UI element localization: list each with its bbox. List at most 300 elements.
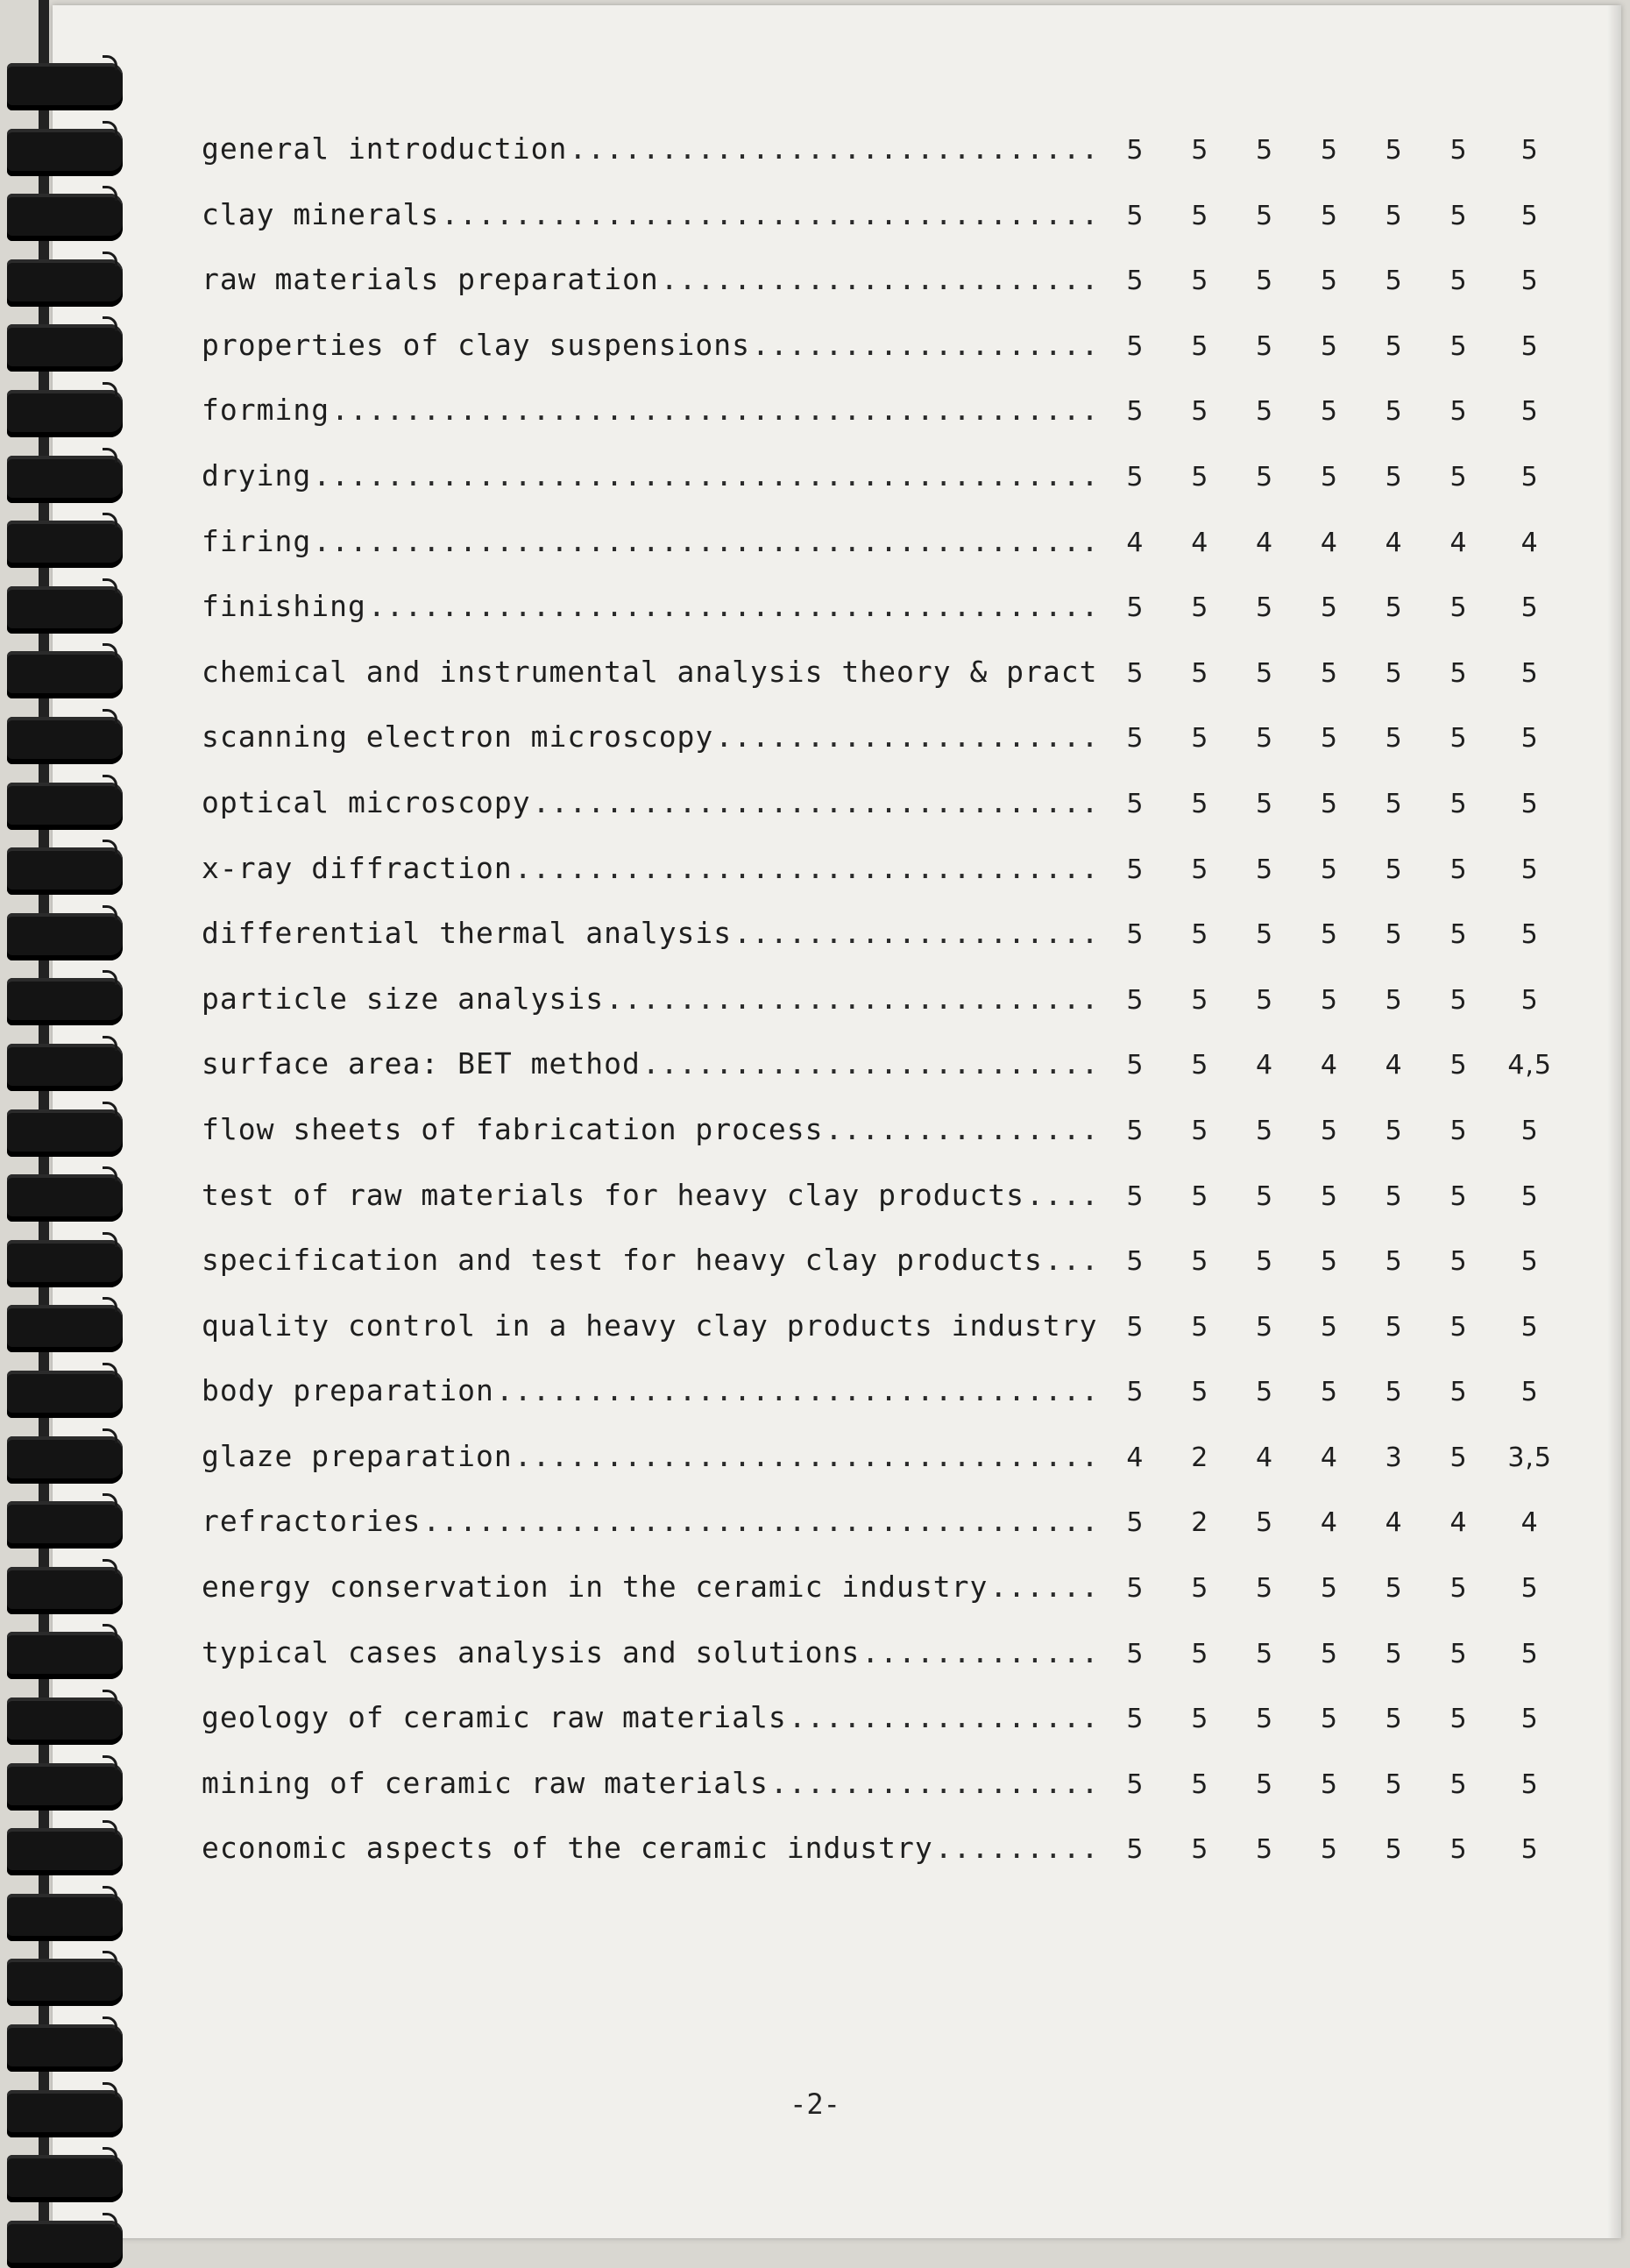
score-cell: 5 [1191,1638,1209,1669]
score-cell: 5 [1320,1768,1338,1800]
topic-label-cell [202,1112,1103,1146]
score-cell: 5 [1520,1768,1539,1800]
score-cell: 5 [1256,1768,1274,1800]
binding-ring [7,2221,123,2268]
topic-label: particle size analysis [202,981,605,1016]
dot-leader [533,785,1103,819]
topic-label: flow sheets of fabrication process [202,1111,824,1146]
score-cell: 5 [1126,1507,1145,1539]
score-cell: 5 [1385,1180,1403,1212]
score-cell: 5 [1191,592,1209,624]
score-cell: 5 [1126,330,1145,362]
table-row [202,458,1569,524]
table-row [202,197,1569,263]
score-cell: 5 [1126,1573,1145,1605]
topic-label-cell [202,131,1103,166]
topic-label-cell [202,982,1103,1016]
score-cell: 4,5 [1507,1050,1553,1081]
score-cell: 5 [1126,1115,1145,1146]
dot-leader [514,851,1103,885]
score-cell: 5 [1520,788,1539,819]
binding-ring [7,1501,123,1549]
table-row [202,1112,1569,1178]
score-cell: 5 [1320,266,1338,297]
topic-label: differential thermal analysis [202,916,733,951]
score-cell: 5 [1320,723,1338,755]
score-cell: 5 [1449,657,1468,689]
topic-label-cell [202,197,1103,231]
score-cell: 5 [1520,919,1539,951]
score-cell: 5 [1449,1834,1468,1866]
dot-leader [770,1766,1103,1800]
score-cell: 5 [1256,200,1274,231]
score-cell: 5 [1449,330,1468,362]
score-cell: 5 [1256,984,1274,1016]
dot-leader [569,131,1102,166]
dot-leader [441,197,1102,231]
score-cell: 5 [1191,657,1209,689]
table-row [202,328,1569,393]
score-cell: 5 [1449,1704,1468,1735]
score-cell: 4 [1126,527,1145,558]
score-cell: 5 [1449,984,1468,1016]
score-cell: 5 [1126,1377,1145,1408]
binding-ring [7,1959,123,2006]
topic-label-cell [202,1373,1103,1407]
table-row [202,1504,1569,1570]
topic-label: scanning electron microscopy [202,719,714,755]
score-cell: 5 [1520,461,1539,493]
score-cell: 5 [1320,396,1338,428]
score-cell: 5 [1320,854,1338,885]
table-row [202,1373,1569,1439]
score-cell: 5 [1449,1180,1468,1212]
dot-leader [642,1046,1103,1081]
binding-ring [7,1305,123,1352]
score-cell: 5 [1191,135,1209,166]
binding-ring [7,651,123,698]
score-cell: 5 [1191,1246,1209,1278]
score-cell: 5 [1449,1311,1468,1343]
dot-leader [313,524,1102,558]
score-cell: 5 [1520,1638,1539,1669]
score-cell: 5 [1385,330,1403,362]
dot-leader [514,1439,1103,1473]
score-cell: 5 [1385,919,1403,951]
score-cell: 5 [1520,200,1539,231]
table-row [202,1570,1569,1635]
binding-ring [7,783,123,830]
score-cell: 5 [1256,330,1274,362]
score-cell: 5 [1385,396,1403,428]
topic-label: drying [202,457,312,493]
score-cell: 5 [1126,1768,1145,1800]
score-cell: 5 [1191,1377,1209,1408]
score-cell: 5 [1256,1638,1274,1669]
dot-leader [734,916,1102,950]
score-cell: 5 [1126,592,1145,624]
spiral-binding [0,0,131,2243]
score-cell: 4 [1256,1050,1274,1081]
topic-label-cell [202,785,1103,819]
topic-label-cell [202,1046,1103,1081]
topic-label: economic aspects of the ceramic industry [202,1831,933,1866]
score-cell: 5 [1449,1768,1468,1800]
score-cell: 5 [1191,330,1209,362]
table-row [202,589,1569,655]
score-cell: 5 [1191,200,1209,231]
binding-ring [7,1436,123,1484]
score-cell: 5 [1256,1115,1274,1146]
score-cell: 5 [1320,984,1338,1016]
table-row [202,851,1569,917]
topic-label-cell [202,524,1103,558]
binding-ring [7,1697,123,1745]
score-cell: 5 [1320,592,1338,624]
score-cell: 5 [1256,1704,1274,1735]
score-cell: 5 [1126,396,1145,428]
topic-label: energy conservation in the ceramic industry [202,1570,989,1605]
dot-leader [331,393,1102,427]
dot-leader [989,1570,1102,1604]
topic-label-cell [202,1504,1103,1538]
score-cell: 5 [1126,266,1145,297]
score-cell: 5 [1320,135,1338,166]
topic-label: glaze preparation [202,1438,513,1473]
score-cell: 5 [1191,1115,1209,1146]
score-cell: 5 [1256,919,1274,951]
topic-label-cell [202,1700,1103,1734]
topic-label-cell [202,1243,1103,1277]
table-row [202,1308,1569,1374]
score-cell: 5 [1449,135,1468,166]
binding-ring [7,1174,123,1222]
score-cell: 5 [1191,396,1209,428]
score-cell: 5 [1320,461,1338,493]
topic-label-cell [202,1635,1103,1669]
binding-ring [7,324,123,372]
table-row [202,1766,1569,1832]
score-cell: 4 [1256,527,1274,558]
topic-label: mining of ceramic raw materials [202,1765,769,1800]
dot-leader [1045,1243,1103,1277]
score-cell: 5 [1256,461,1274,493]
binding-ring [7,2024,123,2072]
topic-label-cell [202,1439,1103,1473]
table-row [202,916,1569,982]
topic-label-cell [202,851,1103,885]
score-cell: 5 [1320,1180,1338,1212]
score-cell: 5 [1320,1377,1338,1408]
score-cell: 5 [1256,1246,1274,1278]
score-cell: 5 [1126,1180,1145,1212]
binding-ring [7,1044,123,1091]
score-cell: 5 [1385,984,1403,1016]
score-cell: 5 [1256,1834,1274,1866]
page-number: -2- [790,2087,840,2121]
table-row [202,1439,1569,1505]
score-cell: 5 [1256,1180,1274,1212]
score-cell: 5 [1449,1050,1468,1081]
score-cell: 5 [1520,854,1539,885]
score-cell: 4 [1126,1442,1145,1473]
topic-label: firing [202,523,312,558]
table-row [202,785,1569,851]
dot-leader [752,328,1102,362]
score-cell: 5 [1256,266,1274,297]
binding-ring [7,1828,123,1875]
score-cell: 5 [1385,135,1403,166]
topic-label-cell [202,655,1103,689]
score-cell: 5 [1126,1834,1145,1866]
score-cell: 5 [1320,657,1338,689]
score-cell: 5 [1256,592,1274,624]
score-cell: 5 [1320,200,1338,231]
score-cell: 5 [1191,461,1209,493]
score-cell: 5 [1191,1180,1209,1212]
score-cell: 5 [1256,1507,1274,1539]
score-cell: 5 [1191,1704,1209,1735]
dot-leader [606,982,1102,1016]
score-cell: 3,5 [1507,1442,1553,1473]
score-cell: 5 [1126,1311,1145,1343]
score-cell: 4 [1320,1050,1338,1081]
score-cell: 2 [1191,1442,1209,1473]
score-cell: 4 [1385,1050,1403,1081]
dot-leader [422,1504,1102,1538]
score-cell: 5 [1191,788,1209,819]
topic-label: raw materials preparation [202,262,659,297]
topic-label-cell [202,262,1103,296]
score-cell: 5 [1449,1638,1468,1669]
score-cell: 5 [1256,723,1274,755]
dot-leader [1026,1178,1102,1212]
score-cell: 5 [1385,1704,1403,1735]
score-cell: 5 [1385,1377,1403,1408]
score-cell: 5 [1385,854,1403,885]
topic-label: chemical and instrumental analysis theory & pract [202,654,1098,689]
binding-ring [7,194,123,241]
score-cell: 5 [1191,1573,1209,1605]
score-cell: 5 [1320,1704,1338,1735]
score-cell: 5 [1449,396,1468,428]
table-row [202,1178,1569,1244]
score-cell: 4 [1385,527,1403,558]
topic-label-cell [202,328,1103,362]
topic-label: properties of clay suspensions [202,327,751,362]
score-cell: 5 [1126,984,1145,1016]
score-cell: 5 [1256,657,1274,689]
score-cell: 4 [1520,1507,1539,1539]
score-cell: 5 [1385,592,1403,624]
score-cell: 5 [1385,657,1403,689]
binding-ring [7,847,123,895]
binding-ring [7,1371,123,1418]
topic-label-cell [202,1178,1103,1212]
score-cell: 5 [1191,919,1209,951]
score-cell: 5 [1449,919,1468,951]
topic-label: clay minerals [202,196,440,231]
table-row [202,1635,1569,1701]
table-row [202,524,1569,590]
topic-label: specification and test for heavy clay products [202,1243,1043,1278]
score-cell: 5 [1320,1115,1338,1146]
score-cell: 4 [1320,1442,1338,1473]
score-cell: 5 [1320,919,1338,951]
score-cell: 5 [1256,788,1274,819]
score-cell: 5 [1385,1246,1403,1278]
binding-ring [7,1109,123,1157]
dot-leader [861,1635,1102,1669]
score-cell: 5 [1126,723,1145,755]
score-cell: 4 [1320,527,1338,558]
score-cell: 5 [1126,919,1145,951]
binding-ring [7,1240,123,1287]
score-cell: 4 [1320,1507,1338,1539]
score-cell: 5 [1256,396,1274,428]
score-cell: 5 [1320,330,1338,362]
score-cell: 5 [1191,1768,1209,1800]
topic-label-cell [202,1831,1103,1865]
topic-label-cell [202,1308,1103,1343]
topic-label: forming [202,393,330,428]
dot-leader [789,1700,1103,1734]
score-cell: 5 [1256,135,1274,166]
score-cell: 5 [1385,1115,1403,1146]
binding-ring [7,1763,123,1811]
score-cell: 5 [1126,135,1145,166]
score-cell: 5 [1449,1442,1468,1473]
score-cell: 5 [1126,200,1145,231]
topic-label: body preparation [202,1373,494,1408]
topic-label: finishing [202,589,366,624]
score-cell: 4 [1520,527,1539,558]
table-row [202,1831,1569,1896]
score-cell: 5 [1449,723,1468,755]
score-cell: 5 [1520,1573,1539,1605]
score-cell: 5 [1320,788,1338,819]
score-cell: 5 [1520,396,1539,428]
table-row [202,982,1569,1047]
table-row [202,719,1569,785]
score-cell: 5 [1126,1246,1145,1278]
topic-label-cell [202,719,1103,754]
score-cell: 5 [1520,1311,1539,1343]
score-cell: 5 [1449,1377,1468,1408]
table-row [202,393,1569,458]
topic-label-cell [202,1570,1103,1604]
score-cell: 4 [1385,1507,1403,1539]
score-cell: 5 [1385,1573,1403,1605]
score-cell: 5 [1520,1704,1539,1735]
score-cell: 5 [1449,1246,1468,1278]
topic-label: geology of ceramic raw materials [202,1700,787,1735]
score-cell: 5 [1520,1180,1539,1212]
score-cell: 5 [1320,1311,1338,1343]
score-cell: 5 [1449,788,1468,819]
score-cell: 5 [1449,592,1468,624]
score-cell: 4 [1256,1442,1274,1473]
binding-ring [7,586,123,634]
score-cell: 5 [1449,200,1468,231]
score-cell: 5 [1191,266,1209,297]
course-ratings-table [202,131,1569,1896]
table-row [202,1046,1569,1112]
score-cell: 5 [1520,984,1539,1016]
score-cell: 4 [1449,527,1468,558]
table-row [202,131,1569,197]
binding-ring [7,2155,123,2202]
topic-label: general introduction [202,131,568,166]
binding-ring [7,456,123,503]
dot-leader [368,589,1103,623]
score-cell: 5 [1385,266,1403,297]
score-cell: 3 [1385,1442,1403,1473]
score-cell: 5 [1385,200,1403,231]
score-cell: 5 [1256,1311,1274,1343]
dot-leader [661,262,1103,296]
dot-leader [496,1373,1103,1407]
score-cell: 5 [1126,1638,1145,1669]
score-cell: 5 [1520,1246,1539,1278]
dot-leader [715,719,1102,754]
topic-label-cell [202,393,1103,427]
topic-label: x-ray diffraction [202,850,513,885]
score-cell: 5 [1449,461,1468,493]
dot-leader [826,1112,1103,1146]
score-cell: 5 [1191,1050,1209,1081]
dot-leader [935,1831,1103,1865]
score-cell: 5 [1449,1115,1468,1146]
topic-label: quality control in a heavy clay products industry [202,1308,1098,1343]
topic-label: test of raw materials for heavy clay products [202,1177,1025,1212]
topic-label-cell [202,916,1103,950]
binding-ring [7,913,123,960]
score-cell: 5 [1126,657,1145,689]
binding-ring [7,129,123,176]
binding-ring [7,390,123,437]
score-cell: 5 [1191,854,1209,885]
score-cell: 5 [1449,1573,1468,1605]
score-cell: 5 [1256,854,1274,885]
binding-ring [7,1894,123,1941]
score-cell: 5 [1385,723,1403,755]
score-cell: 5 [1385,1311,1403,1343]
binding-ring [7,521,123,568]
score-cell: 5 [1385,461,1403,493]
table-row [202,655,1569,720]
score-cell: 5 [1191,984,1209,1016]
score-cell: 5 [1449,854,1468,885]
score-cell: 5 [1385,1768,1403,1800]
score-cell: 5 [1320,1834,1338,1866]
score-cell: 5 [1320,1638,1338,1669]
score-cell: 5 [1320,1573,1338,1605]
score-cell: 5 [1520,330,1539,362]
score-cell: 5 [1520,1115,1539,1146]
score-cell: 5 [1520,1834,1539,1866]
score-cell: 5 [1191,1311,1209,1343]
topic-label-cell [202,1766,1103,1800]
score-cell: 5 [1256,1573,1274,1605]
score-cell: 5 [1385,1834,1403,1866]
page-edge-shadow [1607,5,1621,2238]
score-cell: 5 [1520,266,1539,297]
score-cell: 5 [1520,135,1539,166]
binding-ring [7,1632,123,1679]
table-row [202,1700,1569,1766]
topic-label-cell [202,589,1103,623]
